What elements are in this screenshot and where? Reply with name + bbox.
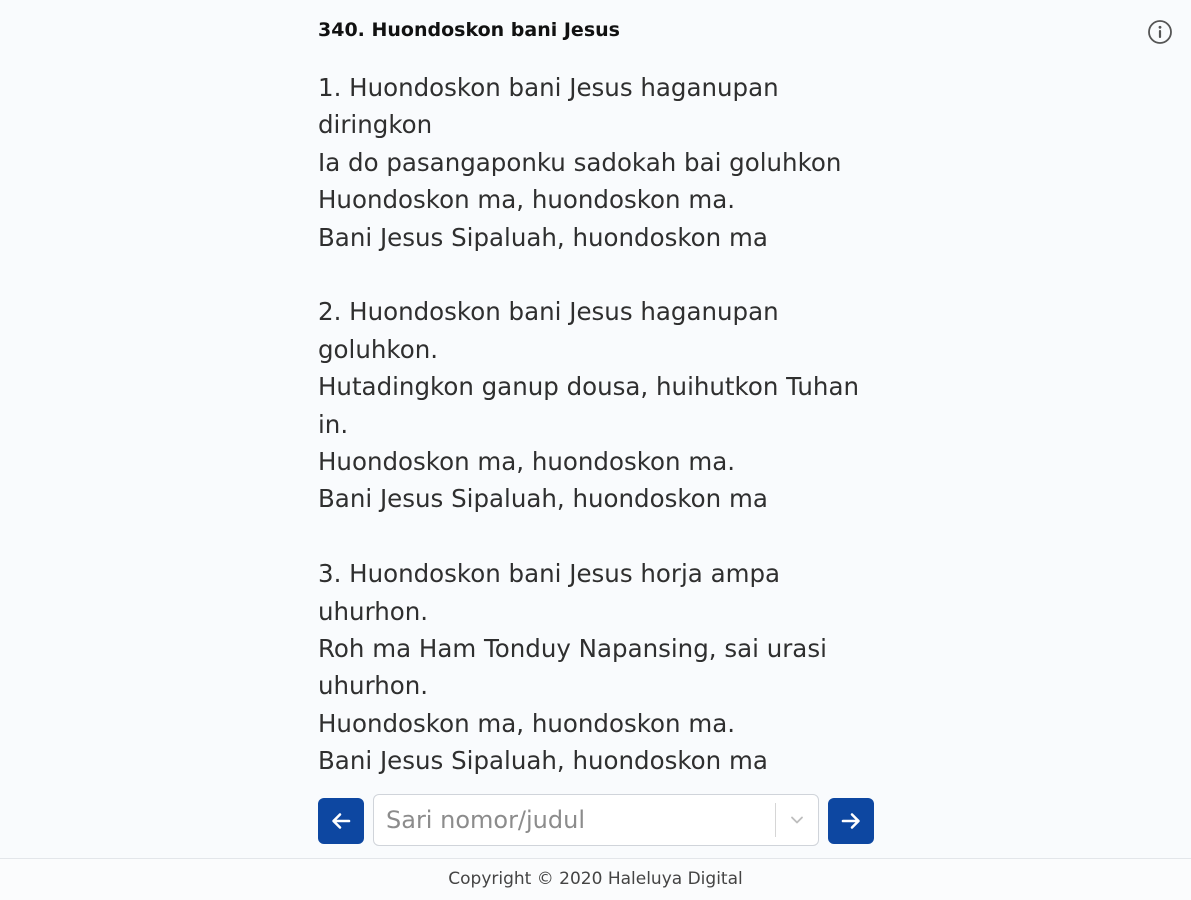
lyric-line: Huondoskon ma, huondoskon ma. [318, 708, 736, 738]
song-search-select[interactable] [373, 794, 819, 846]
lyric-line: diringkon [318, 110, 433, 140]
chevron-down-icon [788, 811, 806, 829]
song-title: 340. Huondoskon bani Jesus [318, 19, 620, 41]
verse-2 [318, 293, 893, 517]
copyright-text: Copyright © 2020 Haleluya Digital [448, 869, 743, 889]
song-content [318, 0, 893, 858]
dropdown-toggle[interactable] [776, 795, 818, 845]
lyric-line: Hutadingkon ganup dousa, huihutkon Tuhan [318, 372, 859, 402]
verse-3 [318, 555, 893, 779]
info-button[interactable] [1147, 19, 1173, 45]
lyric-line: Bani Jesus Sipaluah, huondoskon ma [318, 746, 768, 776]
lyric-line: Huondoskon ma, huondoskon ma. [318, 185, 736, 215]
song-navigation [318, 794, 878, 850]
song-lyrics [318, 69, 893, 780]
lyric-line: uhurhon. [318, 596, 429, 626]
next-song-button[interactable] [828, 798, 874, 844]
lyric-line: Bani Jesus Sipaluah, huondoskon ma [318, 222, 768, 252]
lyric-line: 3. Huondoskon bani Jesus horja ampa [318, 559, 781, 589]
arrow-right-icon [840, 810, 862, 832]
lyric-line: 1. Huondoskon bani Jesus haganupan [318, 73, 779, 102]
lyric-line: goluhkon. [318, 334, 439, 364]
lyric-line: uhurhon. [318, 671, 429, 701]
lyric-line: Bani Jesus Sipaluah, huondoskon ma [318, 484, 768, 514]
lyric-line: in. [318, 409, 349, 439]
verse-1 [318, 69, 893, 256]
footer [0, 858, 1191, 900]
previous-song-button[interactable] [318, 798, 364, 844]
info-circle-icon [1147, 19, 1173, 45]
arrow-left-icon [330, 810, 352, 832]
lyric-line: 2. Huondoskon bani Jesus haganupan [318, 297, 779, 327]
song-search-input[interactable] [374, 799, 775, 841]
lyric-line: Roh ma Ham Tonduy Napansing, sai urasi [318, 634, 827, 664]
lyric-line: Ia do pasangaponku sadokah bai goluhkon [318, 147, 842, 177]
lyric-line: Huondoskon ma, huondoskon ma. [318, 447, 736, 477]
